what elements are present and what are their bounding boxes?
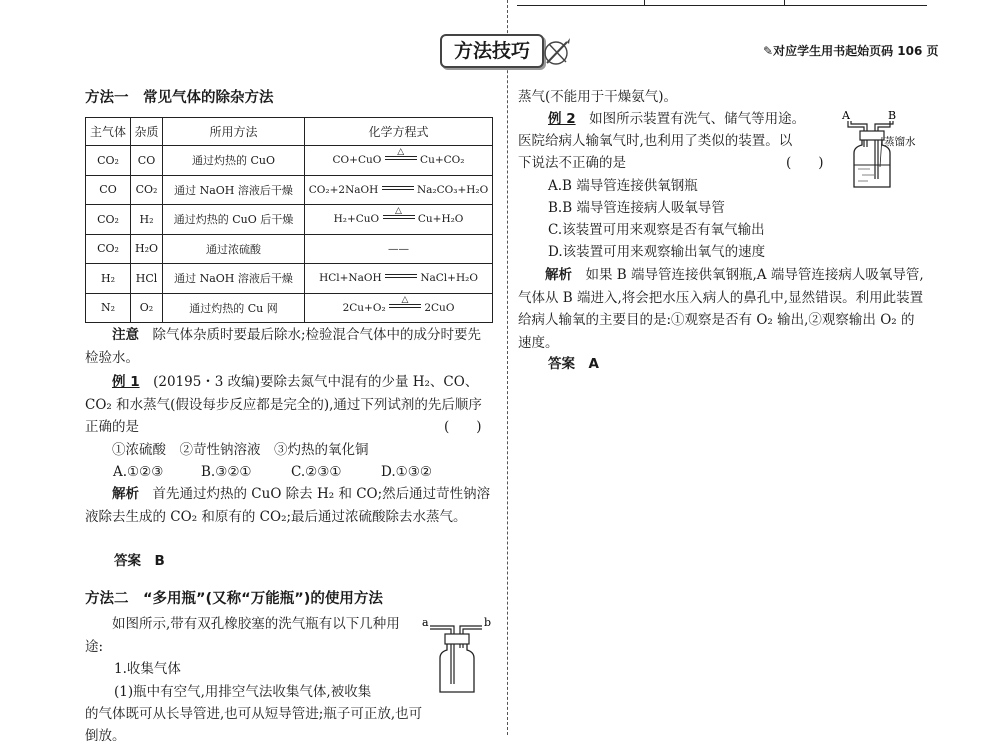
section-header <box>440 30 572 70</box>
example2-blank: ( ) <box>786 155 824 171</box>
option-b: B.B 端导管连接病人吸氧导管 <box>548 200 725 216</box>
analysis-label: 解析 <box>112 486 139 502</box>
example1-analysis <box>85 483 492 528</box>
option-a: A.①②③ <box>113 464 164 480</box>
cell-equation <box>305 146 493 176</box>
method2-intro: 如图所示,带有双孔橡胶塞的洗气瓶有以下几种用途: <box>85 616 400 655</box>
cell-equation <box>305 293 493 323</box>
eq-left: HCl+NaOH <box>319 272 382 285</box>
eq-right: Cu+CO₂ <box>420 154 465 167</box>
eq-right: Cu+H₂O <box>417 213 464 226</box>
cell-impurity: HCl <box>131 264 163 294</box>
cell-equation <box>305 205 493 235</box>
table-row <box>86 205 493 235</box>
table-row <box>86 234 493 264</box>
cell-main-gas: CO₂ <box>86 205 131 235</box>
cell-impurity: CO <box>131 146 163 176</box>
option-d: D.①③② <box>381 464 432 480</box>
method2-item1-line2: 的气体既可从长导管进,也可从短导管进;瓶子可正放,也可 <box>85 706 423 722</box>
answer-value: B <box>154 553 165 569</box>
example1-label: 例 1 <box>112 374 140 390</box>
example2-label: 例 2 <box>548 111 576 127</box>
method2-heading: 方法二 “多用瓶”(又称“万能瓶”)的使用方法 <box>85 591 383 607</box>
answer-label: 答案 <box>114 553 141 569</box>
method2-item1-line1: (1)瓶中有空气,用排空气法收集气体,被收集 <box>114 684 372 700</box>
eq-condition: △ <box>397 147 405 158</box>
analysis-text: 首先通过灼热的 CuO 除去 H₂ 和 CO;然后通过苛性钠溶液除去生成的 CO₂ 和原有的 CO₂;最后通过浓硫酸除去水蒸气。 <box>85 486 491 525</box>
table-divider <box>644 0 645 5</box>
example2-line3: 下说法不正确的是 <box>518 155 626 171</box>
cell-method: 通过 NaOH 溶液后干燥 <box>163 175 305 205</box>
answer-label: 答案 <box>548 356 575 372</box>
cell-impurity: CO₂ <box>131 175 163 205</box>
eq-right: NaCl+H₂O <box>420 272 478 285</box>
cell-impurity: O₂ <box>131 293 163 323</box>
eq-condition: △ <box>401 294 409 305</box>
col-header: 化学方程式 <box>305 118 493 146</box>
table-row <box>86 264 493 294</box>
method1-heading: 方法一 常见气体的除杂方法 <box>85 90 274 106</box>
cell-main-gas: CO₂ <box>86 234 131 264</box>
eq-right: 2CuO <box>424 301 455 314</box>
cell-equation <box>305 175 493 205</box>
example1-question <box>85 371 492 439</box>
example2-answer <box>548 353 599 376</box>
label-B: B <box>888 109 897 122</box>
option-c: C.②③① <box>291 464 342 480</box>
method2-item1-line3: 倒放。 <box>85 728 126 744</box>
distilled-water-label: 蒸馏水 <box>884 136 916 148</box>
option-c: C.该装置可用来观察是否有氧气输出 <box>548 222 765 238</box>
col-header: 杂质 <box>131 118 163 146</box>
cell-main-gas: CO₂ <box>86 146 131 176</box>
answer-value: A <box>588 356 599 372</box>
label-A: A <box>842 109 850 122</box>
pencil-ruler-icon <box>542 36 572 68</box>
eq-left: H₂+CuO <box>333 213 380 226</box>
analysis-text: 如果 B 端导管连接供氧钢瓶,A 端导管连接病人吸氧导管,气体从 B 端进入,将会把水压入病人的鼻孔中,显然错误。利用此装置给病人输氧的主要目的是:①观察是否有 O₂ 输出,②观察输出 O₂ 的速度。 <box>518 267 924 351</box>
continuation-text: 蒸气(不能用于干燥氨气)。 <box>518 89 678 105</box>
page-reference <box>763 42 938 59</box>
oxygen-bottle-figure <box>840 107 930 195</box>
section-title: 方法技巧 <box>440 34 544 68</box>
label-a: a <box>422 616 429 629</box>
eq-right: Na₂CO₃+H₂O <box>416 183 489 196</box>
eq-left: 2Cu+O₂ <box>342 301 386 314</box>
previous-table-bottom <box>517 0 927 6</box>
cell-method: 通过 NaOH 溶液后干燥 <box>163 264 305 294</box>
analysis-label: 解析 <box>545 267 572 283</box>
cell-main-gas: CO <box>86 175 131 205</box>
note-paragraph <box>85 324 492 369</box>
eq-condition: △ <box>395 206 402 217</box>
cell-method: 通过灼热的 Cu 网 <box>163 293 305 323</box>
note-text: 除气体杂质时要最后除水;检验混合气体中的成分时要先检验水。 <box>85 327 482 366</box>
cell-equation <box>305 264 493 294</box>
gas-purification-table <box>85 117 493 323</box>
example2-text-1: 如图所示装置有洗气、储气等用途。 <box>589 111 806 127</box>
wash-bottle-figure <box>418 612 494 696</box>
example2-line1 <box>548 108 805 131</box>
option-d: D.该装置可用来观察输出氧气的速度 <box>548 244 766 260</box>
table-row <box>86 146 493 176</box>
cell-main-gas: N₂ <box>86 293 131 323</box>
option-b: B.③②① <box>201 464 252 480</box>
cell-main-gas: H₂ <box>86 264 131 294</box>
cell-impurity: H₂O <box>131 234 163 264</box>
method2-item1: 1.收集气体 <box>114 661 181 677</box>
eq-left: CO+CuO <box>332 154 382 167</box>
example1-text: (20195・3 改编)要除去氮气中混有的少量 H₂、CO、CO₂ 和水蒸气(假设每步反应都是完全的),通过下列试剂的先后顺序正确的是 <box>85 374 482 435</box>
cell-method: 通过灼热的 CuO <box>163 146 305 176</box>
table-row <box>86 175 493 205</box>
label-b: b <box>484 616 492 629</box>
pencil-circle-icon: ✎ <box>763 44 774 58</box>
cell-equation: —— <box>305 234 493 264</box>
note-label: 注意 <box>112 327 139 343</box>
example1-reagents: ①浓硫酸 ②苛性钠溶液 ③灼热的氧化铜 <box>112 442 369 458</box>
example1-blank: ( ) <box>444 419 482 435</box>
example2-analysis <box>518 264 926 354</box>
col-header: 主气体 <box>86 118 131 146</box>
column-divider <box>507 0 508 735</box>
cell-method: 通过灼热的 CuO 后干燥 <box>163 205 305 235</box>
cell-method: 通过浓硫酸 <box>163 234 305 264</box>
table-row <box>86 293 493 323</box>
eq-left: CO₂+2NaOH <box>308 183 379 196</box>
col-header: 所用方法 <box>163 118 305 146</box>
table-divider <box>784 0 785 5</box>
cell-impurity: H₂ <box>131 205 163 235</box>
option-a: A.B 端导管连接供氧钢瓶 <box>548 178 698 194</box>
page-reference-text: 对应学生用书起始页码 106 页 <box>773 44 939 58</box>
example2-line2: 医院给病人输氧气时,也利用了类似的装置。以 <box>518 133 793 149</box>
example1-answer <box>114 550 165 573</box>
